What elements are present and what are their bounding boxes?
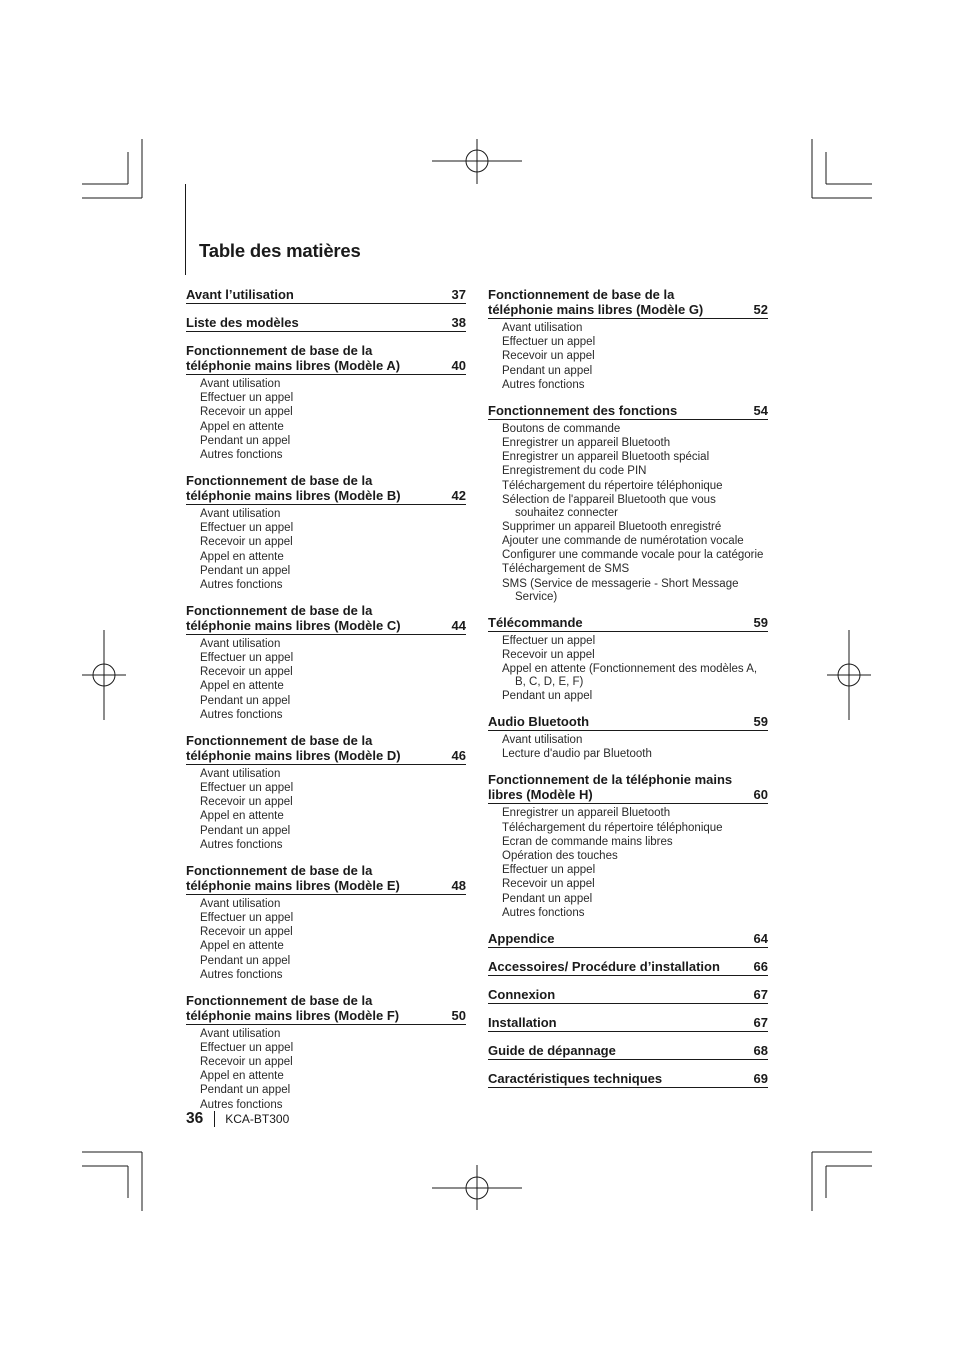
toc-subentry[interactable]: Avant utilisation <box>502 734 583 747</box>
toc-entry-page: 54 <box>753 402 768 418</box>
toc-subentry[interactable]: Téléchargement du répertoire téléphonique <box>502 479 723 492</box>
toc-subentry[interactable]: Ajouter une commande de numérotation vocale <box>502 535 744 548</box>
toc-left-column <box>186 287 466 1123</box>
toc-entry-title: Caractéristiques techniques <box>488 1070 663 1086</box>
toc-subentry[interactable]: Effectuer un appel <box>200 652 294 665</box>
toc-section <box>186 473 466 592</box>
toc-entry-title: Fonctionnement de base de la téléphonie mains libres (Modèle D) <box>186 732 401 763</box>
toc-subentry[interactable]: Effectuer un appel <box>200 1041 294 1054</box>
toc-subentry[interactable]: Autres fonctions <box>200 708 283 721</box>
toc-section <box>488 403 768 604</box>
toc-subentry[interactable]: Avant utilisation <box>200 897 281 910</box>
toc-subentry[interactable]: Pendant un appel <box>200 694 291 707</box>
toc-subentry-list <box>186 1028 466 1112</box>
toc-entry[interactable] <box>488 403 768 420</box>
registration-target-right <box>827 630 871 720</box>
toc-entry[interactable] <box>186 993 466 1025</box>
toc-entry[interactable] <box>488 287 768 319</box>
toc-entry-title: Fonctionnement de base de la téléphonie mains libres (Modèle G) <box>488 287 704 317</box>
toc-subentry[interactable]: Opération des touches <box>502 849 618 862</box>
toc-subentry[interactable]: Autres fonctions <box>200 838 283 851</box>
toc-section <box>186 287 466 304</box>
toc-subentry[interactable]: Pendant un appel <box>200 1084 291 1097</box>
toc-subentry[interactable]: Avant utilisation <box>200 507 281 520</box>
toc-subentry[interactable]: Enregistrement du code PIN <box>502 465 647 478</box>
toc-subentry[interactable]: Recevoir un appel <box>200 406 293 419</box>
toc-subentry-list <box>488 635 768 704</box>
toc-subentry[interactable]: Ecran de commande mains libres <box>502 835 673 848</box>
toc-entry-title: Accessoires/ Procédure d’installation <box>488 958 720 974</box>
toc-entry-page: 69 <box>753 1070 768 1086</box>
toc-subentry-list <box>186 768 466 852</box>
toc-subentry[interactable]: Téléchargement du répertoire téléphonique <box>502 821 723 834</box>
toc-entry[interactable] <box>488 615 768 632</box>
toc-subentry[interactable]: Enregistrer un appareil Bluetooth <box>502 436 671 449</box>
toc-entry[interactable] <box>488 1015 768 1032</box>
page-title: Table des matières <box>199 240 361 261</box>
toc-subentry[interactable]: Appel en attente <box>200 810 284 823</box>
toc-entry-page: 48 <box>451 877 466 893</box>
toc-subentry[interactable]: Pendant un appel <box>200 954 291 967</box>
toc-entry[interactable] <box>186 733 466 765</box>
toc-section <box>488 615 768 704</box>
toc-entry-title: Audio Bluetooth <box>488 714 590 730</box>
toc-subentry[interactable]: Effectuer un appel <box>502 864 596 877</box>
toc-entry[interactable] <box>186 287 466 304</box>
model-name: KCA-BT300 <box>225 1112 290 1126</box>
toc-subentry[interactable]: Appel en attente <box>200 550 284 563</box>
toc-subentry-list <box>488 423 768 604</box>
toc-subentry[interactable]: Recevoir un appel <box>200 796 293 809</box>
toc-subentry[interactable]: Appel en attente <box>200 680 284 693</box>
toc-subentry[interactable]: Recevoir un appel <box>200 1056 293 1069</box>
toc-entry-page: 50 <box>451 1007 466 1023</box>
toc-section <box>186 993 466 1112</box>
toc-entry-title: Fonctionnement des fonctions <box>488 402 678 418</box>
toc-subentry[interactable]: Effectuer un appel <box>200 522 294 535</box>
toc-subentry[interactable]: Appel en attente <box>200 1070 284 1083</box>
toc-subentry[interactable]: Effectuer un appel <box>200 782 294 794</box>
toc-entry-title: Fonctionnement de base de la téléphonie mains libres (Modèle E) <box>186 862 400 893</box>
toc-entry-page: 64 <box>753 930 768 946</box>
toc-subentry[interactable]: Pendant un appel <box>502 690 593 703</box>
toc-subentry[interactable]: Avant utilisation <box>200 378 281 390</box>
toc-subentry-list <box>186 378 466 462</box>
toc-subentry[interactable]: Recevoir un appel <box>502 350 595 363</box>
toc-subentry[interactable]: Autres fonctions <box>200 1098 283 1111</box>
toc-section <box>488 931 768 948</box>
toc-subentry[interactable]: Pendant un appel <box>200 564 291 577</box>
toc-subentry-list <box>186 508 466 592</box>
registration-target-top <box>432 139 522 184</box>
toc-entry-title: Fonctionnement de base de la téléphonie mains libres (Modèle A) <box>186 343 401 373</box>
toc-section <box>186 603 466 722</box>
toc-section <box>488 1043 768 1060</box>
toc-section <box>186 733 466 852</box>
toc-subentry[interactable]: Boutons de commande <box>502 422 621 435</box>
toc-entry-page: 68 <box>753 1042 768 1058</box>
toc-section <box>186 343 466 462</box>
toc-section <box>488 772 768 919</box>
toc-subentry[interactable]: Configurer une commande vocale pour la catégorie <box>502 549 764 562</box>
toc-entry-page: 40 <box>451 358 466 373</box>
toc-subentry[interactable]: Recevoir un appel <box>200 536 293 549</box>
toc-subentry[interactable]: Autres fonctions <box>200 578 283 591</box>
toc-entry[interactable] <box>186 863 466 895</box>
page-number: 36 <box>186 1110 204 1127</box>
title-rule <box>185 184 186 275</box>
toc-section <box>488 987 768 1004</box>
toc-subentry[interactable]: Effectuer un appel <box>502 336 596 349</box>
toc-entry-title: Installation <box>488 1014 557 1030</box>
toc-subentry[interactable]: Appel en attente <box>200 940 284 953</box>
toc-entry[interactable] <box>488 1043 768 1060</box>
toc-subentry[interactable]: Avant utilisation <box>502 322 583 334</box>
toc-entry-page: 38 <box>451 315 466 330</box>
toc-entry-page: 67 <box>753 986 768 1002</box>
toc-entry[interactable] <box>488 931 768 948</box>
toc-section <box>488 714 768 761</box>
toc-subentry[interactable]: Avant utilisation <box>200 767 281 780</box>
toc-subentry[interactable]: Autres fonctions <box>200 448 283 461</box>
toc-entry-title: Fonctionnement de base de la téléphonie mains libres (Modèle C) <box>186 602 401 633</box>
toc-entry-title: Liste des modèles <box>186 315 299 330</box>
toc-right-column <box>488 287 768 1099</box>
toc-entry-title: Avant l’utilisation <box>186 287 294 302</box>
toc-section <box>186 315 466 332</box>
toc-entry[interactable] <box>488 959 768 976</box>
toc-entry-page: 59 <box>753 714 768 730</box>
toc-subentry[interactable]: SMS (Service de messagerie - Short Message Service) <box>502 577 739 603</box>
toc-entry-page: 44 <box>451 617 466 633</box>
toc-subentry[interactable]: Effectuer un appel <box>502 634 596 647</box>
toc-subentry[interactable]: Téléchargement de SMS <box>502 563 630 576</box>
toc-entry[interactable] <box>488 714 768 731</box>
toc-entry[interactable] <box>488 772 768 804</box>
toc-entry-page: 37 <box>451 287 466 302</box>
toc-subentry[interactable]: Pendant un appel <box>502 892 593 905</box>
toc-entry[interactable] <box>186 343 466 375</box>
toc-entry-title: Fonctionnement de base de la téléphonie mains libres (Modèle B) <box>186 472 401 503</box>
registration-target-left <box>82 630 126 720</box>
toc-entry-title: Fonctionnement de la téléphonie mains libres (Modèle H) <box>488 772 733 803</box>
toc-entry[interactable] <box>186 315 466 332</box>
toc-section <box>488 287 768 392</box>
toc-subentry[interactable]: Appel en attente (Fonctionnement des modèles A, B, C, D, E, F) <box>502 663 758 688</box>
toc-entry-page: 42 <box>451 487 466 503</box>
toc-subentry[interactable]: Autres fonctions <box>200 968 283 981</box>
toc-subentry[interactable]: Autres fonctions <box>502 906 585 919</box>
toc-subentry-list <box>488 322 768 392</box>
toc-entry-page: 66 <box>753 958 768 974</box>
toc-subentry[interactable]: Recevoir un appel <box>200 926 293 939</box>
toc-subentry[interactable]: Effectuer un appel <box>200 392 294 405</box>
toc-entry[interactable] <box>186 603 466 635</box>
toc-subentry-list <box>488 807 768 919</box>
toc-entry[interactable] <box>488 987 768 1004</box>
toc-subentry[interactable]: Enregistrer un appareil Bluetooth spécial <box>502 451 710 464</box>
toc-section <box>488 1015 768 1032</box>
toc-entry-page: 52 <box>753 302 768 317</box>
toc-entry-title: Guide de dépannage <box>488 1042 616 1058</box>
toc-subentry[interactable]: Recevoir un appel <box>200 666 293 679</box>
toc-section <box>186 863 466 982</box>
toc-entry-page: 46 <box>451 747 466 763</box>
toc-subentry[interactable]: Sélection de l'appareil Bluetooth que vous souhaitez connecter <box>502 493 716 519</box>
toc-section <box>488 1071 768 1088</box>
toc-subentry[interactable]: Effectuer un appel <box>200 911 294 924</box>
footer-divider <box>214 1111 215 1127</box>
toc-subentry[interactable]: Pendant un appel <box>200 434 291 447</box>
page-footer <box>186 1110 289 1128</box>
toc-section <box>488 959 768 976</box>
toc-entry-page: 67 <box>753 1014 768 1030</box>
toc-subentry-list <box>488 734 768 761</box>
toc-entry-title: Appendice <box>488 930 555 946</box>
toc-entry[interactable] <box>186 473 466 505</box>
toc-subentry[interactable]: Recevoir un appel <box>502 878 595 891</box>
toc-subentry[interactable]: Pendant un appel <box>502 364 593 377</box>
toc-subentry[interactable]: Enregistrer un appareil Bluetooth <box>502 807 671 820</box>
toc-subentry[interactable]: Autres fonctions <box>502 378 585 391</box>
toc-subentry[interactable]: Avant utilisation <box>200 637 281 650</box>
toc-subentry-list <box>186 638 466 722</box>
toc-entry-title: Télécommande <box>488 614 583 630</box>
registration-target-bottom <box>432 1165 522 1210</box>
toc-entry-page: 60 <box>753 787 768 803</box>
toc-subentry[interactable]: Appel en attente <box>200 420 284 433</box>
toc-entry-title: Fonctionnement de base de la téléphonie mains libres (Modèle F) <box>186 992 400 1023</box>
toc-subentry[interactable]: Supprimer un appareil Bluetooth enregistré <box>502 520 722 533</box>
toc-entry-title: Connexion <box>488 986 556 1002</box>
toc-subentry[interactable]: Lecture d'audio par Bluetooth <box>502 748 652 761</box>
toc-subentry-list <box>186 898 466 982</box>
toc-subentry[interactable]: Pendant un appel <box>200 824 291 837</box>
toc-subentry[interactable]: Avant utilisation <box>200 1027 281 1040</box>
toc-entry-page: 59 <box>753 614 768 630</box>
toc-subentry[interactable]: Recevoir un appel <box>502 648 595 661</box>
toc-entry[interactable] <box>488 1071 768 1088</box>
